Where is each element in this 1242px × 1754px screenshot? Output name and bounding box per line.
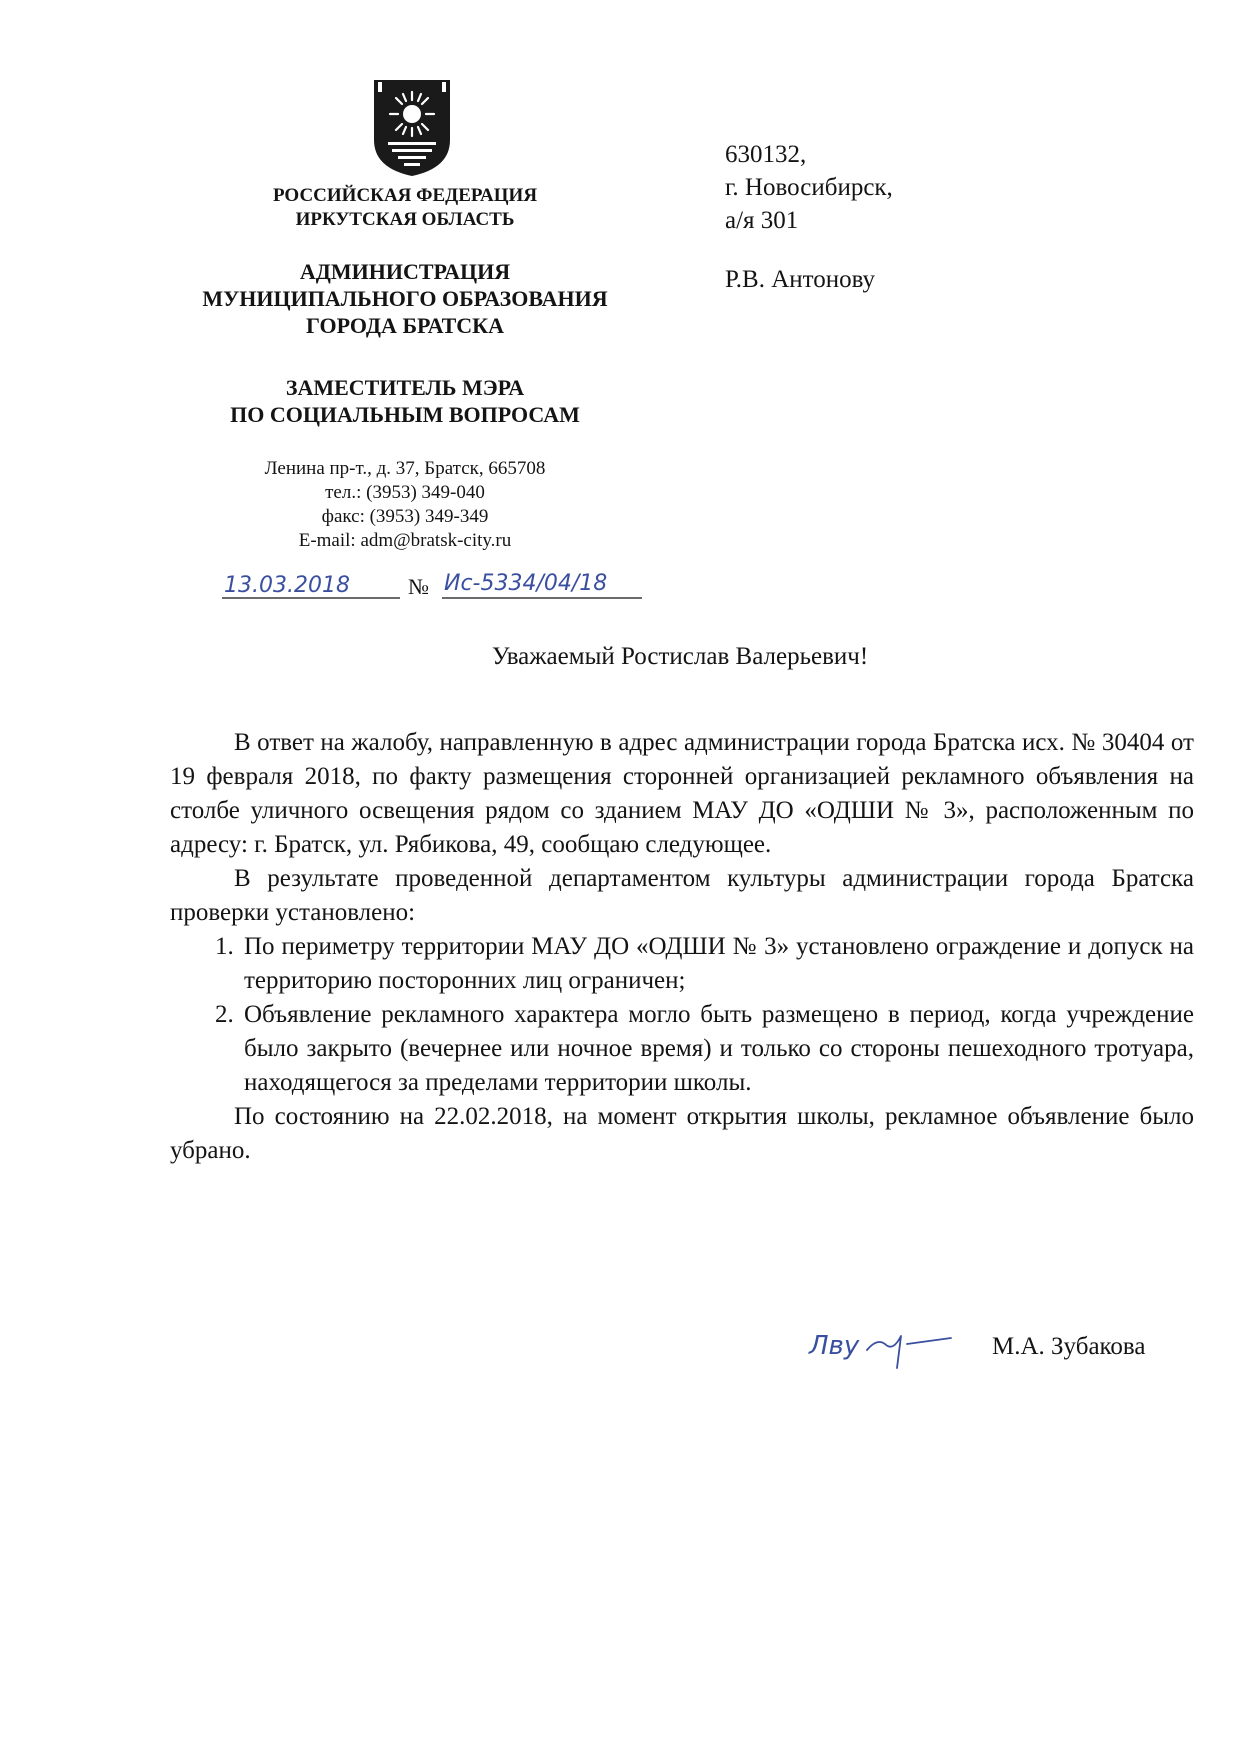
registration-line — [222, 560, 732, 610]
signature-script: Лву — [809, 1331, 860, 1361]
signer-name: М.А. Зубакова — [992, 1333, 1146, 1360]
paragraph-2: В результате проведенной департаментом культуры администрации города Братска проверки установлено: — [170, 865, 1194, 926]
salutation: Уважаемый Ростислав Валерьевич! — [491, 643, 869, 670]
registration-number: Ис-5334/04/18 — [444, 571, 608, 596]
issuer-address: Ленина пр-т., д. 37, Братск, 665708 — [264, 458, 546, 479]
org-line-1: АДМИНИСТРАЦИЯ — [299, 259, 511, 284]
region-line: ИРКУТСКАЯ ОБЛАСТЬ — [295, 209, 515, 230]
list-item: 1. По периметру территории МАУ ДО «ОДШИ № 3» установлено ограждение и допуск на территорию посторонних лиц ограничен; — [240, 930, 1194, 998]
issuer-phone: тел.: (3953) 349-040 — [325, 482, 485, 503]
recipient-city: г. Новосибирск, — [725, 174, 893, 201]
issuer-organization — [150, 258, 660, 339]
issuer-fax: факс: (3953) 349-349 — [321, 506, 489, 527]
issuer-region — [175, 184, 635, 232]
paragraph-3: По состоянию на 22.02.2018, на момент открытия школы, рекламное объявление было убрано. — [170, 1103, 1194, 1164]
position-line-2: ПО СОЦИАЛЬНЫМ ВОПРОСАМ — [230, 402, 580, 427]
list-item: 2. Объявление рекламного характера могло быть размещено в период, когда учреждение было закрыто (вечернее или ночное время) и только со стороны пешеходного тротуара, находящегося за пределами территории школы. — [240, 998, 1194, 1100]
recipient-block — [725, 138, 1025, 296]
org-line-3: ГОРОДА БРАТСКА — [306, 313, 504, 338]
issuer-position — [170, 374, 640, 428]
recipient-box: а/я 301 — [725, 207, 799, 234]
recipient-name: Р.В. Антонову — [725, 266, 876, 293]
letter-body — [170, 726, 1194, 1168]
issuer-contacts — [200, 457, 610, 553]
position-line-1: ЗАМЕСТИТЕЛЬ МЭРА — [285, 375, 525, 400]
country-line: РОССИЙСКАЯ ФЕДЕРАЦИЯ — [272, 185, 538, 206]
findings-list — [170, 930, 1194, 1100]
coat-of-arms-icon — [372, 78, 452, 178]
issuer-email: E-mail: adm@bratsk-city.ru — [298, 530, 512, 551]
signature — [805, 1318, 965, 1378]
registration-date: 13.03.2018 — [224, 573, 350, 598]
org-line-2: МУНИЦИПАЛЬНОГО ОБРАЗОВАНИЯ — [202, 286, 608, 311]
paragraph-1: В ответ на жалобу, направленную в адрес администрации города Братска исх. № 30404 от 19 февраля 2018, по факту размещения сторонней организацией рекламного объявления на столбе уличного освещения рядом со зданием МАУ ДО «ОДШИ № 3», расположенным по адресу: г. Братск, ул. Рябикова, 49, сообщаю следующее. — [170, 729, 1194, 858]
number-sign: № — [408, 574, 429, 599]
recipient-postcode: 630132, — [725, 141, 807, 168]
